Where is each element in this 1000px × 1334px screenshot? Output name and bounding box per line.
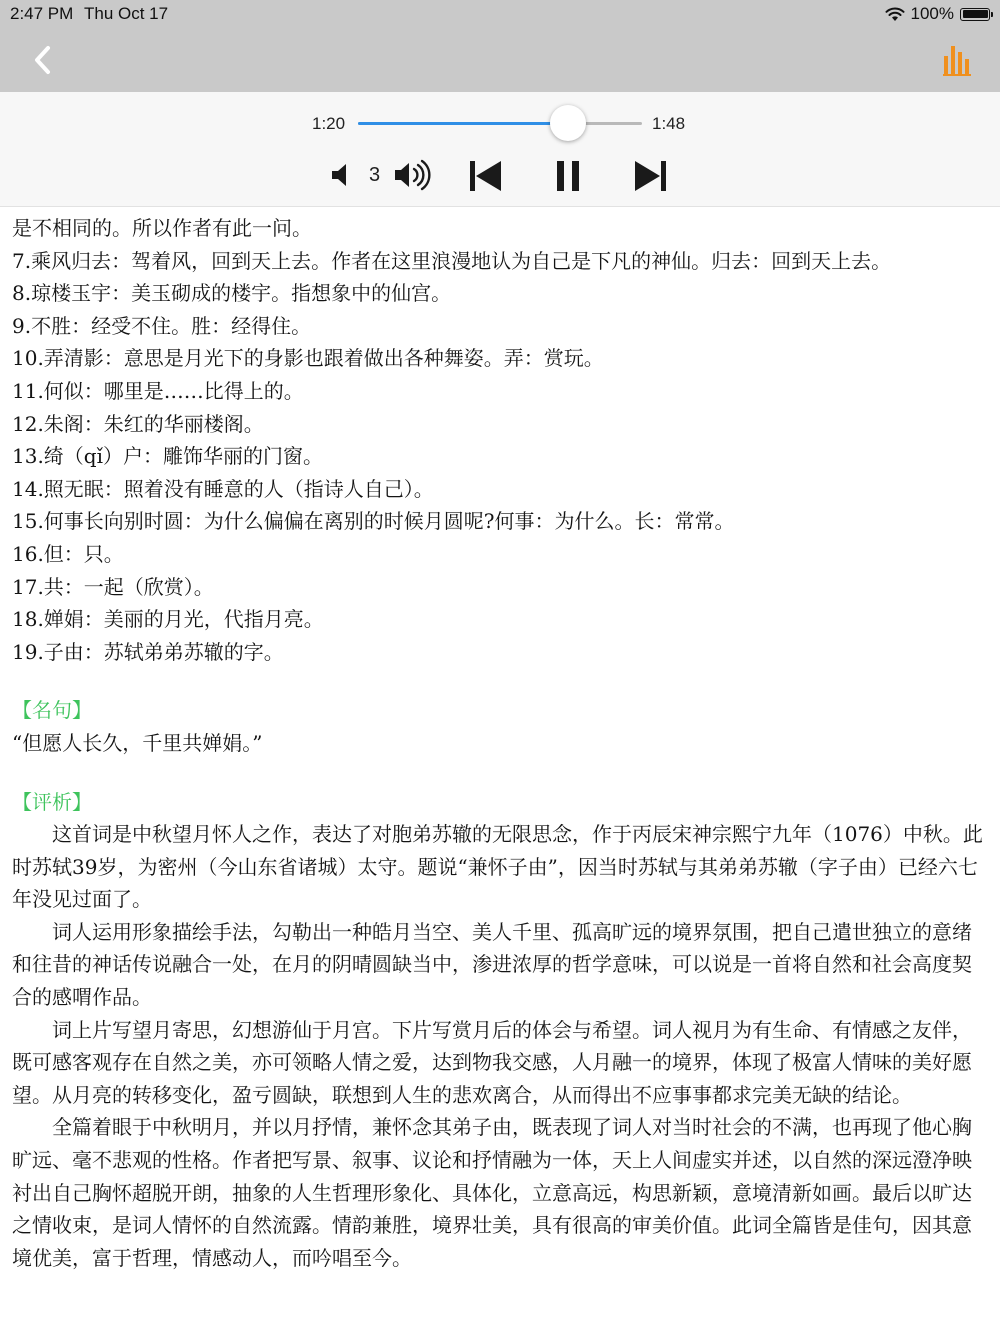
volume-down-icon — [330, 162, 354, 188]
volume-level: 3 — [369, 164, 381, 186]
note-item: 19.子由：苏轼弟弟苏辙的字。 — [12, 639, 284, 664]
note-item: 14.照无眠：照着没有睡意的人（指诗人自己）。 — [12, 476, 434, 501]
analysis-paragraph: 词上片写望月寄思，幻想游仙于月宫。下片写赏月后的体会与希望。词人视月为有生命、有情感之友伴，既可感客观存在自然之美，亦可领略人情之爱，达到物我交感，人月融一的境界，体现了极富人情味的美好愿望。从月亮的转移变化，盈亏圆缺，联想到人生的悲欢离合，从而得出不应事事都求完美无缺的结论。 — [12, 1017, 972, 1107]
pause-icon — [554, 158, 582, 194]
previous-track-button[interactable] — [468, 158, 504, 194]
note-item: 17.共：一起（欣赏）。 — [12, 574, 214, 599]
note-item: 8.琼楼玉宇：美玉砌成的楼宇。指想象中的仙宫。 — [12, 281, 452, 306]
total-time: 1:48 — [652, 114, 686, 133]
status-time: 2:47 PM — [10, 4, 74, 23]
volume-up-button[interactable] — [393, 158, 433, 192]
current-time: 1:20 — [312, 114, 346, 133]
note-item: 9.不胜：经受不住。胜：经得住。 — [12, 313, 312, 338]
audio-player — [0, 92, 1000, 207]
progress-thumb[interactable] — [550, 105, 586, 141]
battery-percent: 100% — [910, 4, 954, 23]
status-bar — [0, 0, 1000, 28]
analysis-paragraph: 全篇着眼于中秋明月，并以月抒情，兼怀念其弟子由，既表现了词人对当时社会的不满，也再现了他心胸旷远、毫不悲观的性格。作者把写景、叙事、议论和抒情融为一体，天上人间虚实并述，以自然的深远澄净映衬出自己胸怀超脱开朗，抽象的人生哲理形象化、具体化，立意高远，构思新颖，意境清新如画。最后以旷达之情收束，是词人情怀的自然流露。情韵兼胜，境界壮美，具有很高的审美价值。此词全篇皆是佳句，因其意境优美，富于哲理，情感动人，而吟唱至今。 — [12, 1115, 972, 1270]
note-item: 12.朱阁：朱红的华丽楼阁。 — [12, 411, 264, 436]
progress-slider[interactable] — [358, 122, 642, 125]
note-item: 13.绮（qǐ）户：雕饰华丽的门窗。 — [12, 444, 324, 469]
analysis-paragraph: 这首词是中秋望月怀人之作，表达了对胞弟苏辙的无限思念，作于丙辰宋神宗熙宁九年（1076）中秋。此时苏轼39岁，为密州（今山东省诸城）太守。题说“兼怀子由”，因当时苏轼与其弟弟苏辙（字子由）已经六七年没见过面了。 — [12, 822, 983, 912]
analysis-heading: 【评析】 — [12, 789, 92, 814]
battery-icon — [960, 8, 990, 21]
back-button[interactable] — [28, 42, 60, 78]
bar-chart-icon — [942, 42, 974, 78]
analysis-paragraph: 词人运用形象描绘手法，勾勒出一种皓月当空、美人千里、孤高旷远的境界氛围，把自己遣世独立的意绪和往昔的神话传说融合一处，在月的阴晴圆缺当中，渗进浓厚的哲学意味，可以说是一首将自然和社会高度契合的感喟作品。 — [12, 919, 972, 1010]
progress-played — [358, 122, 568, 125]
volume-up-icon — [393, 158, 433, 192]
famous-heading: 【名句】 — [12, 698, 92, 723]
note-item: 15.何事长向别时圆：为什么偏偏在离别的时候月圆呢?何事：为什么。长：常常。 — [12, 509, 735, 534]
skip-previous-icon — [468, 158, 504, 194]
note-item: 16.但：只。 — [12, 541, 124, 566]
status-right — [885, 4, 990, 24]
skip-next-icon — [632, 158, 668, 194]
playlist-button[interactable] — [942, 42, 974, 78]
note-item: 7.乘风归去：驾着风，回到天上去。作者在这里浪漫地认为自己是下凡的神仙。归去：回到天上去。 — [12, 248, 892, 273]
notes-list — [12, 245, 988, 669]
analysis-body — [12, 818, 988, 1274]
pause-button[interactable] — [554, 158, 582, 194]
note-item: 11.何似：哪里是……比得上的。 — [12, 378, 304, 403]
wifi-icon — [885, 7, 905, 22]
chevron-left-icon — [28, 42, 60, 78]
next-track-button[interactable] — [632, 158, 668, 194]
volume-down-button[interactable] — [330, 162, 354, 188]
note-item: 10.弄清影：意思是月光下的身影也跟着做出各种舞姿。弄：赏玩。 — [12, 346, 604, 371]
status-date: Thu Oct 17 — [84, 4, 169, 23]
article-content — [12, 212, 988, 1274]
famous-quote: “但愿人长久，千里共婵娟。” — [12, 730, 263, 755]
note-item: 18.婵娟：美丽的月光，代指月亮。 — [12, 607, 324, 632]
partial-line: 是不相同的。所以作者有此一问。 — [12, 216, 312, 240]
